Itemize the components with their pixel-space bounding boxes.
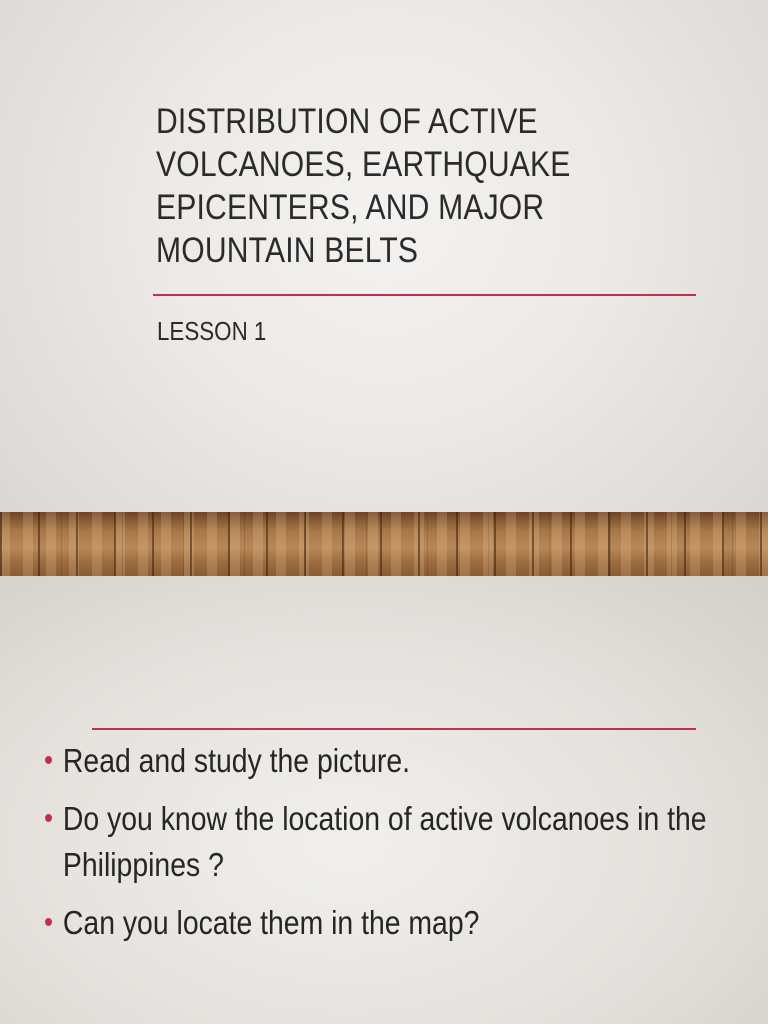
slide-content	[0, 576, 768, 1024]
slide-title-heading	[156, 100, 638, 272]
bullet-list	[44, 738, 707, 958]
content-divider	[92, 728, 696, 730]
bullet-text: Philippines ?	[62, 846, 224, 883]
bullet-icon: •	[44, 802, 54, 835]
wood-floor-decoration	[0, 512, 768, 576]
bullet-item	[44, 796, 707, 888]
bullet-text: Do you know the location of active volcanoes in the	[62, 800, 707, 837]
bullet-text: Can you locate them in the map?	[62, 904, 480, 941]
title-line: EPICENTERS, AND MAJOR	[156, 188, 545, 227]
title-line: MOUNTAIN BELTS	[156, 231, 419, 270]
title-divider	[153, 294, 696, 296]
bullet-item	[44, 738, 646, 784]
title-line: DISTRIBUTION OF ACTIVE	[156, 102, 538, 141]
bullet-text: Read and study the picture.	[62, 742, 411, 779]
bullet-icon: •	[44, 744, 54, 777]
bullet-icon: •	[44, 906, 54, 939]
bullet-item	[44, 900, 646, 946]
slide-subtitle: LESSON 1	[157, 316, 267, 346]
title-line: VOLCANOES, EARTHQUAKE	[156, 145, 571, 184]
